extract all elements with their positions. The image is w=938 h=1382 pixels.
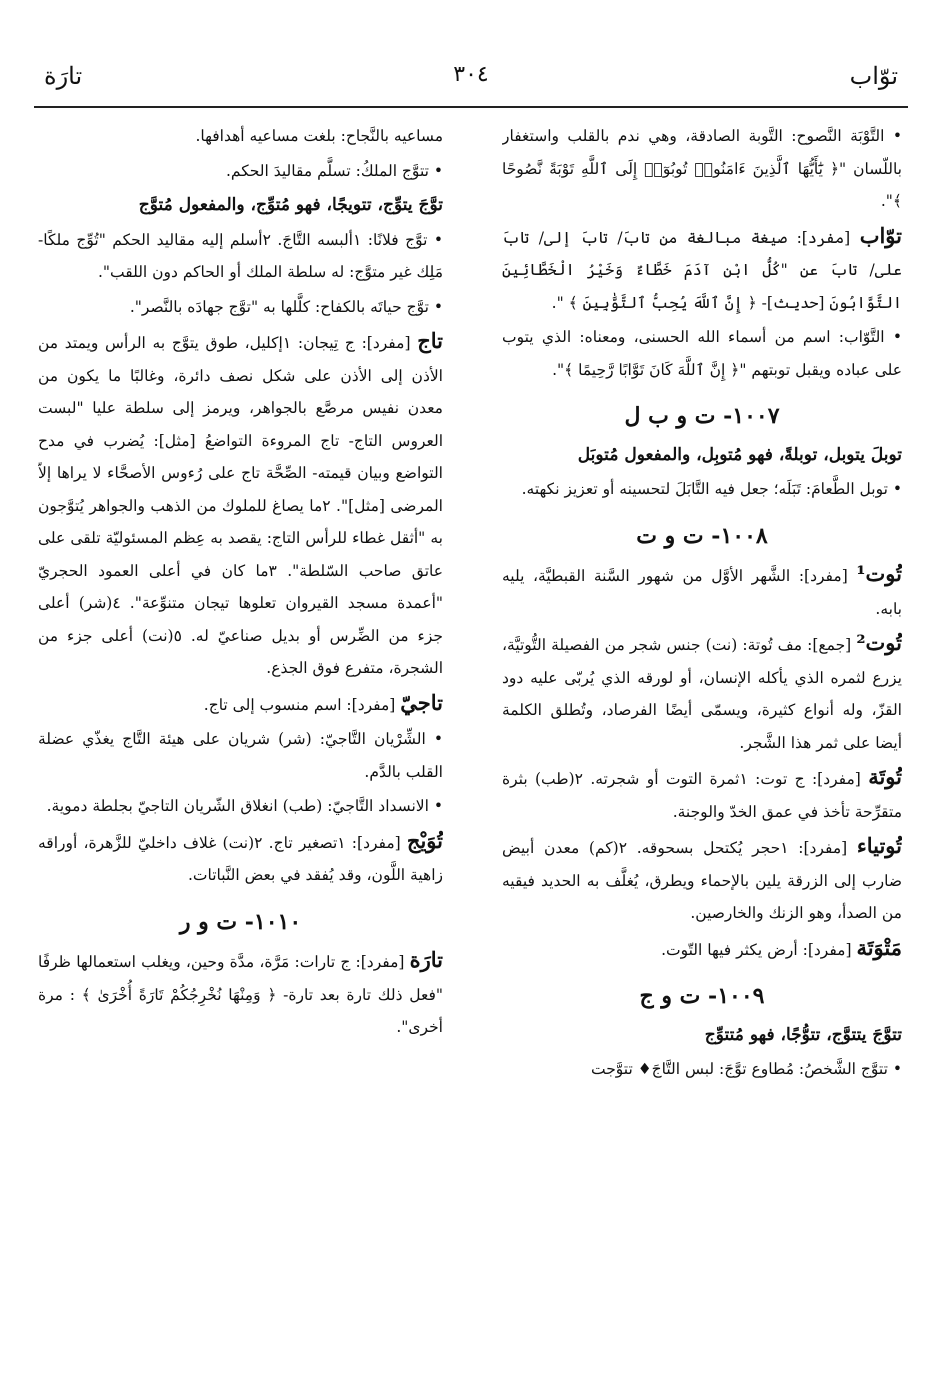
verb-conjugation: توَّجَ يتوِّج، تتويجًا، فهو مُتوِّج، والمفعول مُتوَّج [138,195,443,215]
right-column [502,120,902,1370]
entry-definition: [مفرد]: ١حجر يُكتحل بسحوقه. ٢(كم) معدن أبيض ضارب إلى الزرقة يلين بالإحماء ويطرق، يُغلَّف به الحديد فيقيه من الصدأ، وهو الزنك والخارصين. [502,839,902,922]
definition-paragraph: • التَّوْبَة النَّصوح: التَّوبة الصادقة، وهي ندم بالقلب واستغفار باللّسان "﴿ يَٰٓأَيُّهَا ٱلَّذِينَ ءَامَنُوا۟ تُوبُوٓا۟ إِلَى ٱللَّهِ تَوْبَةً نَّصُوحًا ﴾". [502,127,902,210]
entry-definition: [مفرد]: ١تصغير تاج. ٢(نت) غلاف داخليّ للزَّهرة، أوراقه زاهية اللَّون، وقد يُفقد في بعض النَّباتات. [38,833,443,884]
dictionary-entry [38,325,443,685]
section-heading: ١٠٠٨- ت و ت [636,522,768,549]
section-heading: ١٠٠٩- ت و ج [639,983,765,1009]
entry-definition: [مفرد]: ج تارات: مَرَّة، مدَّة وحين، ويغلب استعمالها ظرفًا "فعل ذلك تارة بعد تارة- ﴿ وَمِنْهَا نُخْرِجُكُمْ تَارَةً أُخْرَىٰ ﴾ : مرة أخرى". [38,953,443,1036]
definition-paragraph: • توَّج حياتَه بالكفاح: كلَّلها به "توَّج جهادَه بالنَّصر". [129,297,443,316]
left-column [38,120,443,1370]
entry-headword: مَتْوَتَة [856,934,902,960]
entry-headword: تاجيّ [400,689,443,715]
dictionary-entry [38,687,443,722]
entry-definition: [مفرد]: أرض يكثر فيها التّوت. [661,940,857,959]
header-last-word: تارَة [44,62,83,90]
definition-paragraph: • التَّوّاب: اسم من أسماء الله الحسنى، ومعناه: الذي يتوب على عباده ويقبل توبتهم "﴿ إِنَّ ٱللَّهَ كَانَ تَوَّابًا رَّحِيمًا ﴾". [502,328,902,379]
entry-headword: توّاب [859,222,902,248]
definition-paragraph: • توَّج فلانًا: ١ألبسه التَّاجَ. ٢أسلم إليه مقاليد الحكم "تُوِّج ملكًا- مَلِك غير متوَّج: له سلطة الملك أو الحاكم دون اللقب". [38,230,443,281]
dictionary-entry [502,761,902,828]
definition-paragraph: • تتوَّج الشَّخصُ: مُطاوع توَّجَ: لبس التَّاجَ♦ تتوَّجت [590,1060,902,1078]
entry-definition: [مفرد]: اسم منسوب إلى تاج. [203,695,401,714]
definition-paragraph: • توبل الطَّعامَ: تَبَلَه؛ جعل فيه التَّابَلَ لتحسينه أو تعزيز نكهته. [521,480,902,498]
entry-headword: تاج [417,328,443,353]
header-first-word: توّاب [849,62,898,90]
page-header [34,58,908,108]
section-heading: ١٠١٠- ت و ر [179,908,302,935]
dictionary-entry [502,627,902,759]
entry-headword: تُوَيْج [406,827,443,853]
dictionary-entry [502,932,902,967]
entry-headword: تُوتياء [856,833,902,858]
page-number: ٣٠٤ [453,62,489,87]
verb-conjugation: تتوَّجَ يتتوَّج، تتوُّجًا، فهو مُتتوِّج [704,1024,902,1045]
definition-paragraph: • تتوَّج الملكُ: تسلَّم مقاليدَ الحكم. [225,161,443,180]
entry-definition: [جمع]: مف تُوتة: (نت) جنس شجر من الفصيلة التُّوتيَّة، يزرع لثمره الذي يأكله الإنسان، أو لورقه الذي يُربّى عليه دود القزّ، وله أنواع كثيرة، ويسمّى أيضًا الفرصاد، وتُطلق الكلمة أيضا على ثمر هذا الشَّجر. [502,636,902,752]
entry-definition: [مفرد]: صيغة مبالغة من تابَ/ تابَ إلى/ تابَ على/ تابَ عن "كُلُّ ابْنِ آدَمَ خَطَّاءٌ وَخَيْرُ الْخَطَّائِينَ التَّوَّابُونَ [حديث]- ﴿ إِنَّ ٱللَّهَ يُحِبُّ ٱلتَّوَّٰبِينَ ﴾ ". [502,228,902,312]
section-heading: ١٠٠٧- ت و ب ل [624,403,780,429]
dictionary-entry [38,825,443,892]
entry-headword: تُوتَة [868,764,902,789]
dictionary-entry [502,830,902,930]
dictionary-entry [38,944,443,1044]
dictionary-entry [502,558,902,625]
entry-definition: [مفرد]: ج توت: ١ثمرة التوت أو شجرته. ٢(طب) بثرة متقرِّحة تأخذ في عمق الخدّ والوجنة. [502,770,902,821]
definition-paragraph: • الانسداد التَّاجيّ: (طب) انغلاق الشّريان التاجيّ بجلطة دموية. [46,797,443,815]
definition-paragraph: • الشِّرْيان التَّاجيّ: (شر) شريان على هيئة التَّاج يغذّي عضلة القلب بالدَّم. [38,730,443,781]
entry-definition: [مفرد]: الشَّهر الأوَّل من شهور السَّنة القبطيَّة، يليه بابه. [502,567,902,618]
dictionary-entry [502,220,902,320]
entry-headword: تُوت¹ [856,561,902,586]
entry-headword: تُوت² [856,630,902,655]
verb-conjugation: توبلَ يتوبل، توبلةً، فهو مُتوبِل، والمفعول مُتوبَل [577,444,902,465]
definition-paragraph: مساعيه بالنَّجاح: بلغت مساعيه أهدافها. [195,127,443,145]
entry-headword: تارَة [409,947,443,972]
entry-definition: [مفرد]: ج تِيجان: ١إكليل، طوق يتوَّج به الرأس ويمتد من الأذن إلى الأذن على شكل نصف دائرة، وغالبًا ما يكون من معدن نفيس مرصَّع بالجواهر، ويرمز إلى سلطة عليا "لبست العروس التاج- تاج المروءة التواضعُ [مثل]: يُضرب في مدح التواضع وبيان قيمته- الصِّحَّة تاج على رُءوس الأصحَّاء لا يراها إلاّ المرضى [مثل]". ٢ما يصاغ للملوك من الذهب والجواهر يُتوَّجون به "أثقل غطاء للرأس التاج: يقصد به عِظم المسئوليّة تلقى على عاتق صاحب السّلطة". ٣ما كان في أعلى العمود الحجريّ "أعمدة مسجد القيروان تعلوها تيجان متنوِّعة". ٤(شر) أعلى جزء من الضِّرس أو بديل صناعيّ له. ٥(نت) أعلى جزء من الشجرة، متفرع فوق الجذع. [38,334,443,677]
